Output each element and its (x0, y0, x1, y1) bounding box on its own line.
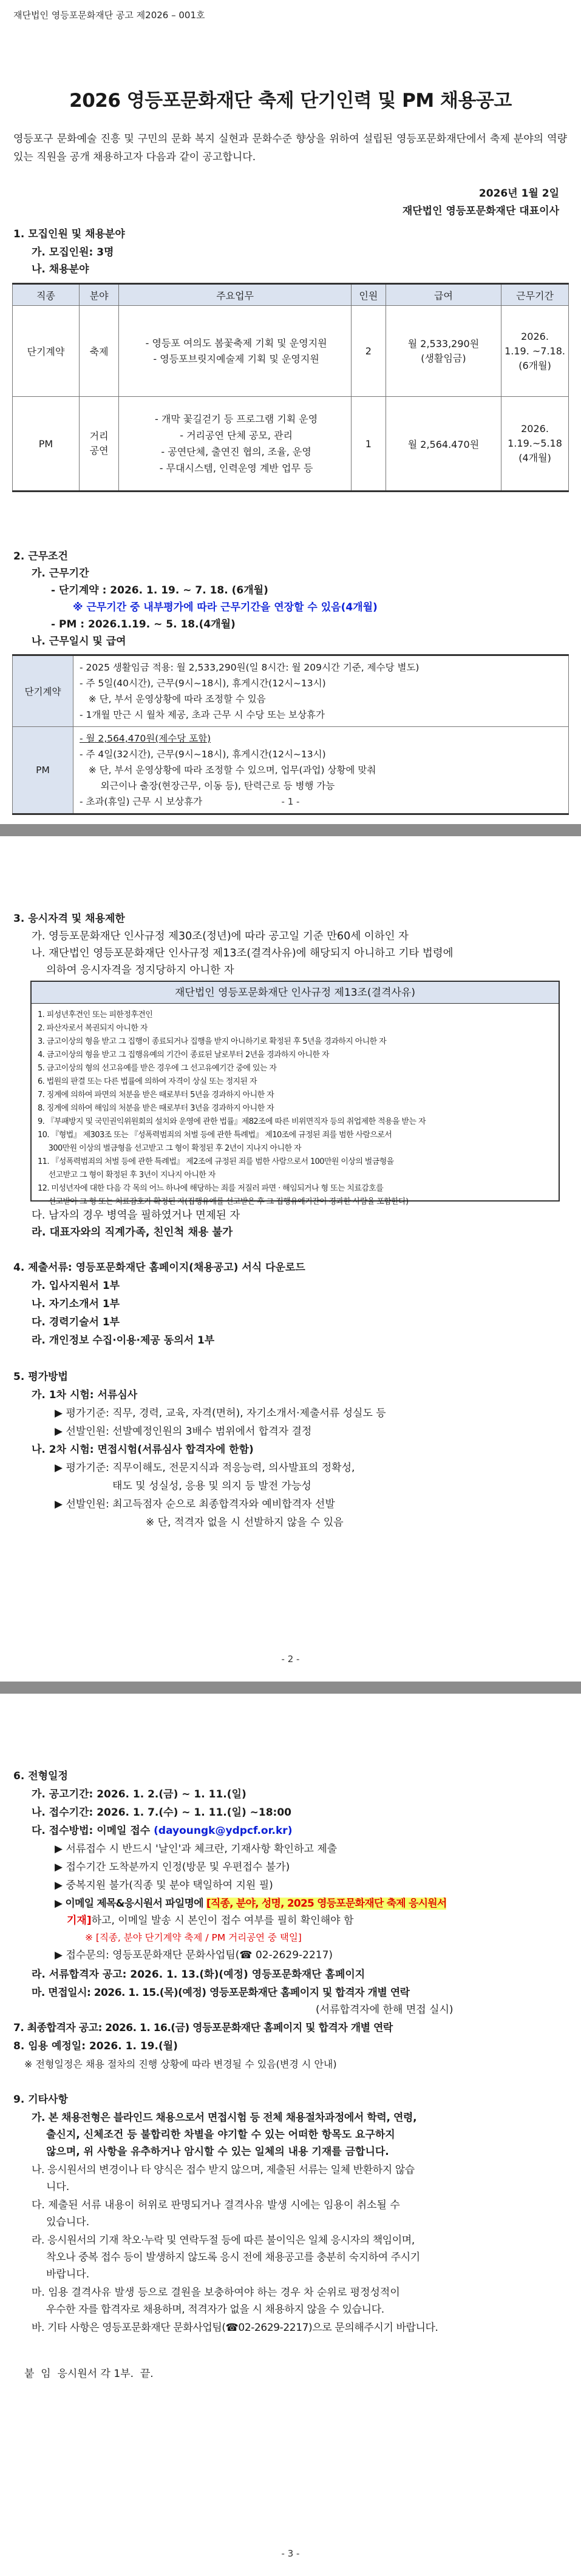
page-2 (0, 836, 581, 1682)
list-item: 선고받아 그 형 또는 치료감호가 확정된 자(집행유예를 선고받은 후 그 집행유예기간이 경과한 사람을 포함한다) (38, 1197, 409, 1206)
list-item: 10. 『형법』 제303조 또는 『성폭력범죄의 처벌 등에 관한 특례법』 제10조에 규정된 죄를 범한 사람으로서 (38, 1131, 392, 1140)
section-3-na-cont: 의하여 응시자격을 정지당하지 아니한 자 (46, 964, 234, 976)
section-5-heading: 5. 평가방법 (13, 1371, 68, 1383)
cell-field: 거리 공연 (79, 397, 119, 492)
doc-item: 나. 자기소개서 1부 (32, 1298, 120, 1310)
method-item-cont: 기재]하고, 이메일 발송 시 본인이 접수 여부를 필히 확인해야 함 (67, 1915, 354, 1927)
page-3 (0, 1694, 581, 2576)
issuer: 재단법인 영등포문화재단 대표이사 (402, 205, 559, 217)
section-3-heading: 3. 응시자격 및 채용제한 (13, 913, 125, 925)
note-na-cont: 니다. (46, 2181, 70, 2193)
page-number: - 3 - (281, 2548, 300, 2559)
note-da: 다. 제출된 서류 내용이 허위로 판명되거나 결격사유 발생 시에는 임용이 취소될 수 (32, 2199, 400, 2211)
attachment-line: 붙 임 응시원서 각 1부. 끝. (24, 2368, 154, 2380)
cell-type: 단기계약 (13, 306, 80, 397)
issue-date: 2026년 1월 2일 (478, 188, 559, 200)
cell-pay: 월 2,564.470원 (386, 397, 501, 492)
cell-count: 2 (351, 306, 386, 397)
cell-type: PM (13, 397, 80, 492)
note-ra-cont: 착오나 중복 접수 등이 발생하지 않도록 응시 전에 채용공고를 충분히 숙지하여 주시기 (46, 2251, 420, 2263)
table-header: 직종 (13, 284, 80, 306)
interview-note: (서류합격자에 한해 면접 실시) (316, 2004, 454, 2016)
list-item: 3. 금고이상의 형을 받고 그 집행이 종료되거나 집행을 받지 아니하기로 확정된 후 5년을 경과하지 아니한 자 (38, 1037, 387, 1046)
section-1-ga: 가. 모집인원: 3명 (32, 246, 114, 259)
note-ba: 바. 기타 사항은 영등포문화재단 문화사업팀(☎02-2629-2217)으로 문의해주시기 바랍니다. (32, 2322, 438, 2334)
page-title: 2026 영등포문화재단 축제 단기인력 및 PM 채용공고 (69, 90, 512, 112)
work-conditions-table (12, 654, 569, 815)
intro-paragraph: 영등포구 문화예술 진흥 및 구민의 문화 복지 실현과 문화수준 향상을 위하여 설립된 영등포문화재단에서 축제 분야의 역량 있는 직원을 공개 채용하고자 다음과 같이 공고합니다. (13, 133, 567, 163)
list-item: 7. 징계에 의하여 파면의 처분을 받은 때로부터 5년을 경과하지 아니한 자 (38, 1090, 274, 1100)
short-term-period: - 단기계약 : 2026. 1. 19. ~ 7. 18. (6개월) (51, 584, 268, 597)
list-item: 11. 『성폭력범죄의 처벌 등에 관한 특례법』 제2조에 규정된 죄를 범한 사람으로서 100만원 이상의 벌금형을 (38, 1157, 394, 1166)
pm-period: - PM : 2026.1.19. ~ 5. 18.(4개월) (51, 618, 236, 630)
list-item: 4. 금고이상의 형을 받고 그 집행유예의 기간이 종료된 날로부터 2년을 경과하지 아니한 자 (38, 1050, 329, 1060)
recruit-table (12, 283, 569, 492)
doc-item: 가. 입사지원서 1부 (32, 1280, 120, 1292)
selection-2: ▶ 선발인원: 최고득점자 순으로 최종합격자와 예비합격자 선발 (55, 1498, 335, 1510)
cell-pay: 월 2,533,290원 (생활임금) (386, 306, 501, 397)
section-1-na: 나. 채용분야 (32, 263, 89, 276)
cell-detail: - 월 2,564,470원(제수당 포함) - 주 4일(32시간), 근무(9시~18시), 휴게시간(12시~13시) ※ 단, 부서 운영상황에 따라 조정할 수 있으며, 업무(과업) 상황에 맞춰 외근이나 출장(현장근무, 이동 등), 탄력근로 등 병행 가능 - 초과(휴일) 근무 시 보상휴가 (73, 727, 569, 814)
section-3-ga: 가. 영등포문화재단 인사규정 제30조(정년)에 따라 공고일 기준 만60세 이하인 자 (32, 930, 409, 942)
selection-note: ※ 단, 적격자 없을 시 선발하지 않을 수 있음 (146, 1516, 344, 1529)
list-item: 2. 파산자로서 복권되지 아니한 자 (38, 1024, 148, 1033)
apply-period: 나. 접수기간: 2026. 1. 7.(수) ~ 1. 11.(일) ~18:00 (32, 1807, 291, 1819)
section-5-na: 나. 2차 시험: 면접시험(서류심사 합격자에 한함) (32, 1444, 254, 1456)
method-item: ▶ 이메일 제목&응시원서 파일명에 [직종, 분야, 성명, 2025 영등포문화재단 축제 응시원서 (55, 1898, 447, 1910)
table-header: 급여 (386, 284, 501, 306)
doc-item: 라. 개인정보 수집·이용·제공 동의서 1부 (32, 1334, 215, 1347)
list-item: 12. 미성년자에 대한 다음 각 목의 어느 하나에 해당하는 죄를 저질러 파면 · 해임되거나 형 또는 치료감호를 (38, 1184, 384, 1193)
note-ma-cont: 우수한 자를 합격자로 채용하며, 적격자가 없을 시 채용하지 않을 수 있습니다. (46, 2304, 384, 2316)
eval-criteria-1: ▶ 평가기준: 직무, 경력, 교육, 자격(면허), 자기소개서·제출서류 성실도 등 (55, 1407, 386, 1419)
method-note: ※ [직종, 분야 단기계약 축제 / PM 거리공연 중 택일] (85, 1932, 302, 1943)
section-4-heading: 4. 제출서류: 영등포문화재단 홈페이지(채용공고) 서식 다운로드 (13, 1262, 305, 1274)
eval-criteria-2-cont: 태도 및 성실성, 응용 및 의지 등 발전 가능성 (112, 1480, 311, 1492)
cell-tasks: - 영등포 여의도 봄꽃축제 기획 및 운영지원 - 영등포브릿지예술제 기획 및 운영지원 (119, 306, 351, 397)
cell-field: 축제 (79, 306, 119, 397)
section-3-da: 다. 남자의 경우 병역을 필하였거나 면제된 자 (32, 1209, 240, 1222)
note-na: 나. 응시원서의 변경이나 타 양식은 접수 받지 않으며, 제출된 서류는 일체 반환하지 않습 (32, 2164, 415, 2176)
table-row (13, 306, 569, 397)
table-row (13, 397, 569, 492)
table-header: 인원 (351, 284, 386, 306)
list-item: 8. 징계에 의하여 해임의 처분을 받은 때로부터 3년을 경과하지 아니한 자 (38, 1104, 274, 1113)
selection-1: ▶ 선발인원: 선발예정인원의 3배수 범위에서 합격자 결정 (55, 1425, 312, 1438)
cell-label: PM (13, 727, 73, 814)
section-8: 8. 임용 예정일: 2026. 1. 19.(월) (13, 2040, 178, 2052)
note-da-cont: 있습니다. (46, 2216, 90, 2228)
cell-label: 단기계약 (13, 655, 73, 727)
list-item: 9. 『부패방지 및 국민권익위원회의 설치와 운영에 관한 법률』제82조에 따른 비위면직자 등의 취업제한 적용을 받는 자 (38, 1117, 426, 1126)
box-title: 재단법인 영등포문화재단 인사규정 제13조(결격사유) (32, 982, 559, 1004)
section-2-heading: 2. 근무조건 (13, 550, 68, 563)
table-header: 분야 (79, 284, 119, 306)
list-item: 6. 법원의 판결 또는 다른 법률에 의하여 자격이 상실 또는 정지된 자 (38, 1077, 257, 1086)
cell-period: 2026. 1.19.~5.18 (4개월) (501, 397, 569, 492)
interview-date: 마. 면접일시: 2026. 1. 15.(목)(예정) 영등포문화재단 홈페이지 및 합격자 개별 연락 (32, 1987, 410, 1999)
page-number: - 2 - (281, 1654, 300, 1665)
table-header: 주요업무 (119, 284, 351, 306)
cell-count: 1 (351, 397, 386, 492)
schedule-note: ※ 전형일정은 채용 절차의 진행 상황에 따라 변경될 수 있음(변경 시 안내) (24, 2058, 337, 2070)
method-item: ▶ 접수기간 도착분까지 인정(방문 및 우편접수 불가) (55, 1861, 290, 1873)
note-ra: 라. 응시원서의 기재 착오·누락 및 연락두절 등에 따른 불이익은 일체 응시자의 책임이며, (32, 2234, 415, 2246)
eval-criteria-2: ▶ 평가기준: 직무이해도, 전문지식과 적응능력, 의사발표의 정확성, (55, 1462, 355, 1474)
list-item: 300만원 이상의 벌금형을 선고받고 그 형이 확정된 후 2년이 지나지 아니한 자 (38, 1144, 301, 1153)
note-ma: 마. 임용 결격사유 발생 등으로 결원을 보충하여야 하는 경우 차 순위로 평정성적이 (32, 2287, 400, 2299)
list-item: 5. 금고이상의 형의 선고유예를 받은 경우에 그 선고유예기간 중에 있는 자 (38, 1064, 277, 1073)
section-9-heading: 9. 기타사항 (13, 2094, 68, 2106)
disqualification-box (30, 981, 560, 1206)
list-item: 선고받고 그 형이 확정된 후 3년이 지나지 아니한 자 (38, 1171, 216, 1180)
section-2-na: 나. 근무일시 및 급여 (32, 635, 126, 647)
note-ga: 가. 본 채용전형은 블라인드 채용으로서 면접시험 등 전체 채용절차과정에서 학력, 연령, (32, 2112, 417, 2124)
table-header-row (13, 284, 569, 306)
section-5-ga: 가. 1차 시험: 서류심사 (32, 1389, 138, 1401)
section-1-heading: 1. 모집인원 및 채용분야 (13, 228, 125, 240)
doc-item: 다. 경력기술서 1부 (32, 1316, 120, 1328)
announce-period: 가. 공고기간: 2026. 1. 2.(금) ~ 1. 11.(일) (32, 1788, 246, 1800)
section-7: 7. 최종합격자 공고: 2026. 1. 16.(금) 영등포문화재단 홈페이지 및 합격자 개별 연락 (13, 2022, 393, 2034)
page-number: - 1 - (281, 796, 300, 807)
note-ga-cont: 않으며, 위 사항을 유추하거나 암시할 수 있는 일체의 내용 기재를 금합니다. (46, 2146, 389, 2158)
method-item: ▶ 중복지원 불가(직종 및 분야 택일하여 지원 필) (55, 1879, 273, 1891)
section-3-ra: 라. 대표자와의 직계가족, 친인척 채용 불가 (32, 1226, 233, 1239)
apply-method: 다. 접수방법: 이메일 접수 (dayoungk@ydpcf.or.kr) (32, 1825, 293, 1837)
cell-tasks: - 개막 꽃길걷기 등 프로그램 기획 운영 - 거리공연 단체 공모, 관리 - 공연단체, 출연진 협의, 조율, 운영 - 무대시스템, 인력운영 계반 업무 등 (119, 397, 351, 492)
page-1 (0, 0, 581, 824)
section-3-na: 나. 재단법인 영등포문화재단 인사규정 제13조(결격사유)에 해당되지 아니하고 기타 법령에 (32, 947, 454, 959)
cell-period: 2026. 1.19. ~7.18. (6개월) (501, 306, 569, 397)
note-ga-cont: 출신지, 신체조건 등 불합리한 차별을 야기할 수 있는 어떠한 항목도 요구하지 (46, 2129, 395, 2141)
section-2-ga: 가. 근무기간 (32, 567, 89, 580)
note-ra-cont: 바랍니다. (46, 2268, 90, 2280)
table-row (13, 655, 569, 727)
extension-note: ※ 근무기간 중 내부평가에 따라 근무기간을 연장할 수 있음(4개월) (73, 601, 378, 614)
doc-result: 라. 서류합격자 공고: 2026. 1. 13.(화)(예정) 영등포문화재단 홈페이지 (32, 1969, 365, 1981)
method-item: ▶ 접수문의: 영등포문화재단 문화사업팀(☎ 02-2629-2217) (55, 1949, 333, 1961)
list-item: 1. 피성년후견인 또는 피한정후견인 (38, 1010, 153, 1019)
email-link[interactable]: (dayoungk@ydpcf.or.kr) (154, 1825, 293, 1837)
document-number: 재단법인 영등포문화재단 공고 제2026 – 001호 (13, 10, 205, 21)
box-body (32, 1004, 559, 1214)
table-header: 근무기간 (501, 284, 569, 306)
method-item: ▶ 서류접수 시 반드시 '날인'과 체크란, 기재사항 확인하고 제출 (55, 1843, 338, 1855)
section-6-heading: 6. 전형일정 (13, 1770, 68, 1782)
cell-detail: - 2025 생활임금 적용: 월 2,533,290원(일 8시간: 월 209시간 기준, 제수당 별도) - 주 5일(40시간), 근무(9시~18시), 휴게시간(12시~13시) ※ 단, 부서 운영상황에 따라 조정할 수 있음 - 1개월 만근 시 월차 제공, 초과 근무 시 수당 또는 보상휴가 (73, 655, 569, 727)
issue-block (403, 185, 559, 220)
